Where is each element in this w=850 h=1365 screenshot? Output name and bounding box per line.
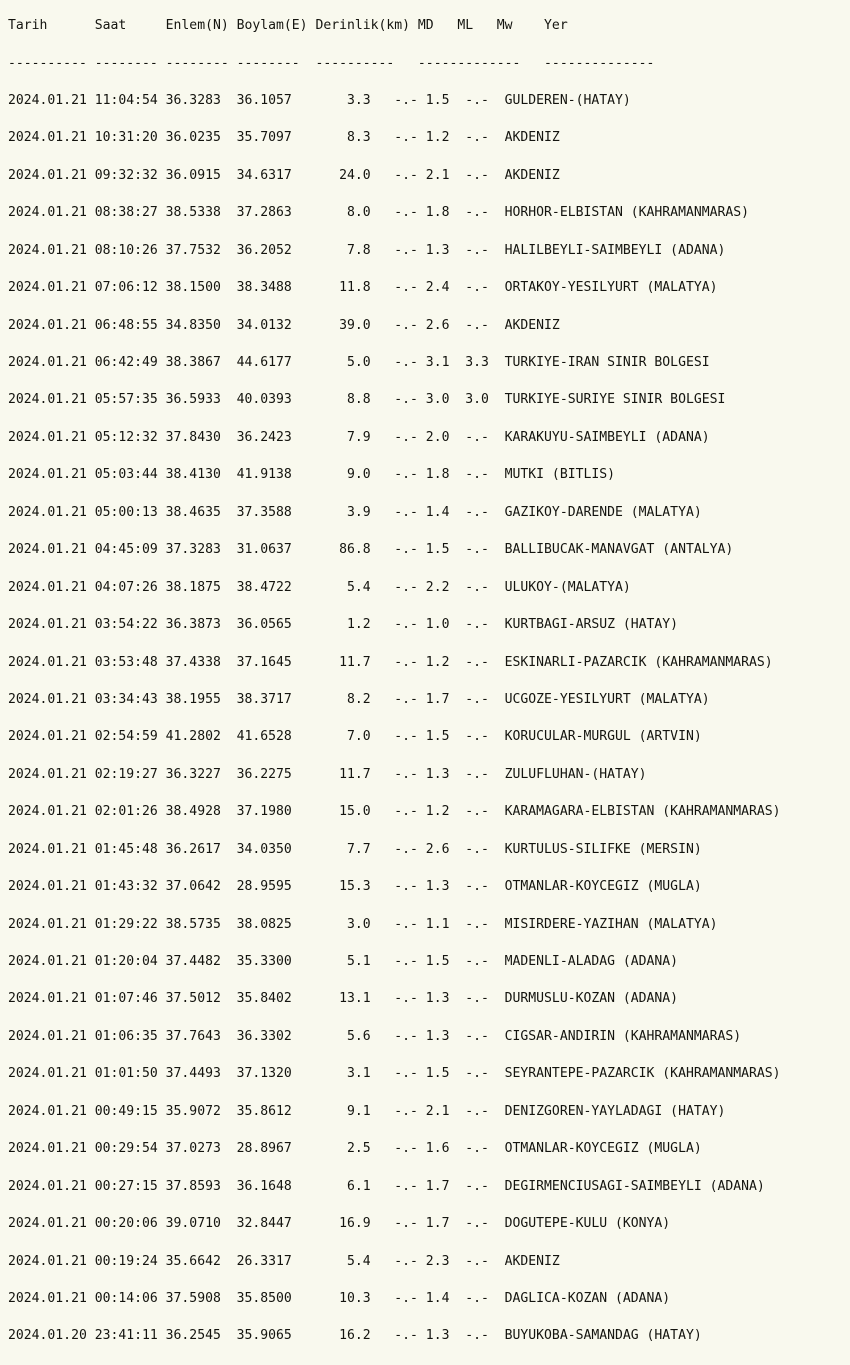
table-row: 2024.01.21 07:06:12 38.1500 38.3488 11.8 -.- 2.4 -.- ORTAKOY-YESILYURT (MALATYA) (8, 280, 718, 296)
table-row: 2024.01.21 01:20:04 37.4482 35.3300 5.1 -.- 1.5 -.- MADENLI-ALADAG (ADANA) (8, 954, 679, 970)
earthquake-listing (0, 13, 850, 1365)
table-row: 2024.01.21 05:03:44 38.4130 41.9138 9.0 -.- 1.8 -.- MUTKI (BITLIS) (8, 467, 615, 483)
table-row: 2024.01.21 10:31:20 36.0235 35.7097 8.3 -.- 1.2 -.- AKDENIZ (8, 130, 560, 146)
table-row: 2024.01.21 00:19:24 35.6642 26.3317 5.4 -.- 2.3 -.- AKDENIZ (8, 1253, 560, 1269)
table-row: 2024.01.21 01:07:46 37.5012 35.8402 13.1 -.- 1.3 -.- DURMUSLU-KOZAN (ADANA) (8, 991, 679, 1007)
table-row: 2024.01.21 00:14:06 37.5908 35.8500 10.3 -.- 1.4 -.- DAGLICA-KOZAN (ADANA) (8, 1290, 671, 1306)
table-row: 2024.01.21 01:29:22 38.5735 38.0825 3.0 -.- 1.1 -.- MISIRDERE-YAZIHAN (MALATYA) (8, 916, 718, 932)
table-row: 2024.01.21 11:04:54 36.3283 36.1057 3.3 -.- 1.5 -.- GULDEREN-(HATAY) (8, 92, 631, 108)
table-row: 2024.01.21 00:27:15 37.8593 36.1648 6.1 -.- 1.7 -.- DEGIRMENCIUSAGI-SAIMBEYLI (ADANA) (8, 1178, 765, 1194)
table-row: 2024.01.21 05:12:32 37.8430 36.2423 7.9 -.- 2.0 -.- KARAKUYU-SAIMBEYLI (ADANA) (8, 429, 710, 445)
table-row: 2024.01.21 01:06:35 37.7643 36.3302 5.6 -.- 1.3 -.- CIGSAR-ANDIRIN (KAHRAMANMARAS) (8, 1028, 742, 1044)
table-row: 2024.01.21 01:45:48 36.2617 34.0350 7.7 -.- 2.6 -.- KURTULUS-SILIFKE (MERSIN) (8, 841, 702, 857)
table-row: 2024.01.21 03:34:43 38.1955 38.3717 8.2 -.- 1.7 -.- UCGOZE-YESILYURT (MALATYA) (8, 691, 710, 707)
table-row: 2024.01.21 04:45:09 37.3283 31.0637 86.8 -.- 1.5 -.- BALLIBUCAK-MANAVGAT (ANTALYA) (8, 542, 734, 558)
table-row: 2024.01.20 23:41:11 36.2545 35.9065 16.2 -.- 1.3 -.- BUYUKOBA-SAMANDAG (HATAY) (8, 1328, 702, 1344)
table-row: 2024.01.21 06:48:55 34.8350 34.0132 39.0 -.- 2.6 -.- AKDENIZ (8, 317, 560, 333)
table-row: 2024.01.21 02:19:27 36.3227 36.2275 11.7 -.- 1.3 -.- ZULUFLUHAN-(HATAY) (8, 766, 647, 782)
table-row: 2024.01.21 02:54:59 41.2802 41.6528 7.0 -.- 1.5 -.- KORUCULAR-MURGUL (ARTVIN) (8, 729, 702, 745)
table-row: 2024.01.21 08:38:27 38.5338 37.2863 8.0 -.- 1.8 -.- HORHOR-ELBISTAN (KAHRAMANMARAS) (8, 205, 750, 221)
table-row: 2024.01.21 00:49:15 35.9072 35.8612 9.1 -.- 2.1 -.- DENIZGOREN-YAYLADAGI (HATAY) (8, 1103, 726, 1119)
table-row: 2024.01.21 06:42:49 38.3867 44.6177 5.0 -.- 3.1 3.3 TURKIYE-IRAN SINIR BOLGESI (8, 355, 710, 371)
table-row: 2024.01.21 09:32:32 36.0915 34.6317 24.0 -.- 2.1 -.- AKDENIZ (8, 167, 560, 183)
table-row: 2024.01.21 05:57:35 36.5933 40.0393 8.8 -.- 3.0 3.0 TURKIYE-SURIYE SINIR BOLGESI (8, 392, 726, 408)
table-row: 2024.01.21 08:10:26 37.7532 36.2052 7.8 -.- 1.3 -.- HALILBEYLI-SAIMBEYLI (ADANA) (8, 242, 726, 258)
table-row: 2024.01.21 05:00:13 38.4635 37.3588 3.9 -.- 1.4 -.- GAZIKOY-DARENDE (MALATYA) (8, 504, 702, 520)
table-header-row: Tarih Saat Enlem(N) Boylam(E) Derinlik(km) MD ML Mw Yer (8, 18, 568, 34)
table-row: 2024.01.21 01:01:50 37.4493 37.1320 3.1 -.- 1.5 -.- SEYRANTEPE-PAZARCIK (KAHRAMANMARAS) (8, 1066, 781, 1082)
table-header-rule: ---------- -------- -------- -------- ---------- ------------- -------------- (8, 55, 655, 71)
table-row: 2024.01.21 04:07:26 38.1875 38.4722 5.4 -.- 2.2 -.- ULUKOY-(MALATYA) (8, 579, 631, 595)
table-row: 2024.01.21 00:29:54 37.0273 28.8967 2.5 -.- 1.6 -.- OTMANLAR-KOYCEGIZ (MUGLA) (8, 1141, 702, 1157)
table-row: 2024.01.21 02:01:26 38.4928 37.1980 15.0 -.- 1.2 -.- KARAMAGARA-ELBISTAN (KAHRAMANMARAS) (8, 804, 781, 820)
table-row: 2024.01.21 00:20:06 39.0710 32.8447 16.9 -.- 1.7 -.- DOGUTEPE-KULU (KONYA) (8, 1216, 671, 1232)
table-row: 2024.01.21 03:54:22 36.3873 36.0565 1.2 -.- 1.0 -.- KURTBAGI-ARSUZ (HATAY) (8, 617, 679, 633)
table-row: 2024.01.21 03:53:48 37.4338 37.1645 11.7 -.- 1.2 -.- ESKINARLI-PAZARCIK (KAHRAMANMARAS) (8, 654, 773, 670)
table-row: 2024.01.21 01:43:32 37.0642 28.9595 15.3 -.- 1.3 -.- OTMANLAR-KOYCEGIZ (MUGLA) (8, 879, 702, 895)
